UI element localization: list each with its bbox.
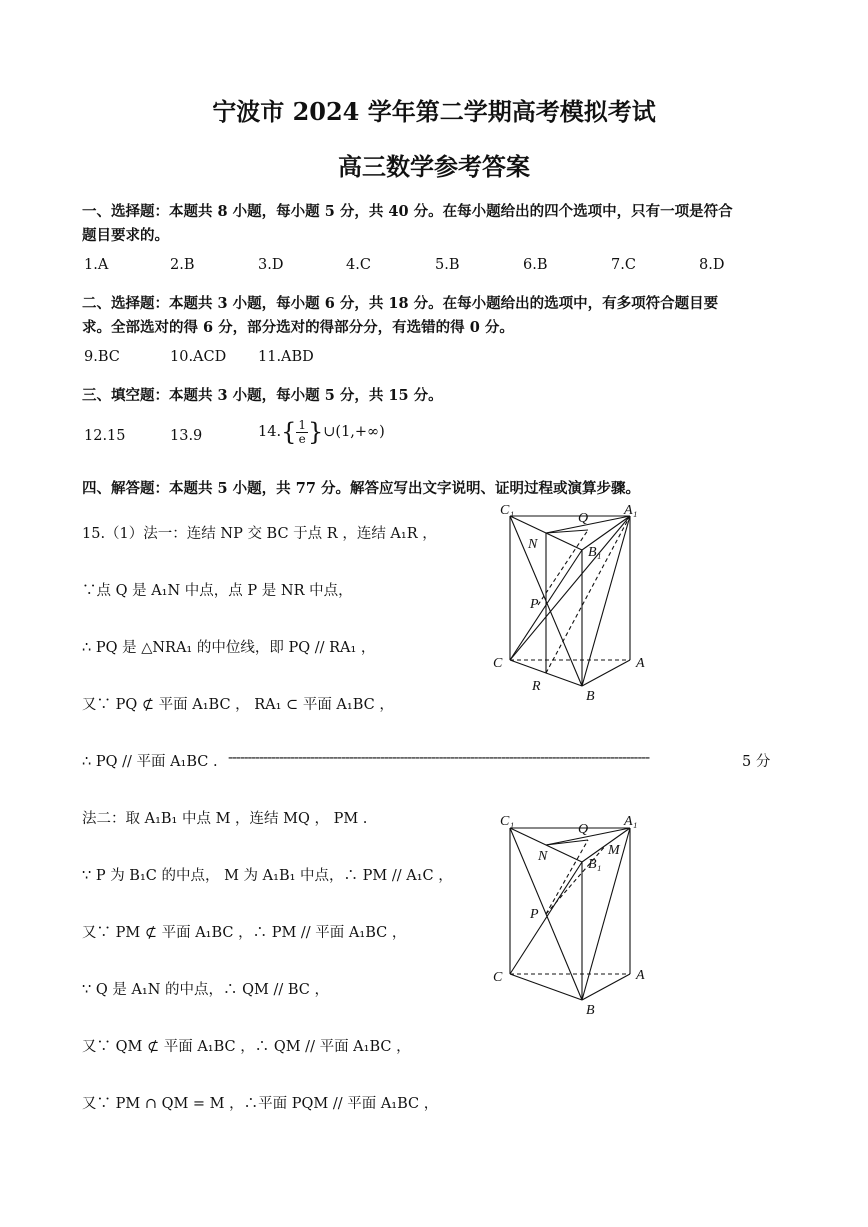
section4-heading: 四、解答题：本题共 5 小题，共 77 分。解答应写出文字说明、证明过程或演算步骤。	[82, 480, 640, 497]
section1-heading-line1: 一、选择题：本题共 8 小题，每小题 5 分，共 40 分。在每小题给出的四个选项中，只有一项是符合	[82, 203, 733, 220]
page-title: 宁波市 2024 学年第二学期高考模拟考试	[212, 97, 656, 126]
label-A1: A₁	[624, 814, 638, 829]
label-A: A	[636, 656, 645, 671]
label-N: N	[538, 849, 548, 864]
answer-12: 12.15	[84, 428, 126, 444]
label-B1: B₁	[588, 857, 602, 872]
answer-6: 6.B	[523, 257, 548, 273]
answer-13: 13.9	[170, 428, 203, 444]
method2-line-1: 法二：取 A₁B₁ 中点 M ，连结 MQ ， PM .	[82, 811, 368, 827]
label-R: R	[532, 679, 541, 694]
answer-14-tail: ∪(1,+∞)	[323, 424, 385, 440]
answer-1: 1.A	[84, 257, 109, 273]
section3-heading: 三、填空题：本题共 3 小题，每小题 5 分，共 15 分。	[82, 387, 443, 404]
label-C: C	[493, 656, 503, 671]
label-P: P	[530, 597, 539, 612]
fraction-denominator: e	[298, 431, 306, 446]
prism-figure-1	[490, 500, 660, 705]
method2-line-5: 又∵ QM ⊄ 平面 A₁BC ，∴ QM // 平面 A₁BC ，	[82, 1039, 411, 1055]
label-C1: C₁	[500, 814, 515, 829]
method1-line-3: ∴ PQ 是 △NRA₁ 的中位线，即 PQ // RA₁ ，	[82, 640, 376, 656]
answer-4: 4.C	[346, 257, 371, 273]
label-A: A	[636, 968, 645, 983]
answer-11: 11.ABD	[258, 349, 314, 365]
answer-5: 5.B	[435, 257, 460, 273]
score-label: 5 分	[742, 754, 771, 770]
method1-line-4: 又∵ PQ ⊄ 平面 A₁BC ， RA₁ ⊂ 平面 A₁BC ，	[82, 697, 394, 713]
method1-line-1: 15.（1）法一：连结 NP 交 BC 于点 R ，连结 A₁R ，	[82, 526, 437, 542]
left-brace: {	[281, 418, 297, 446]
right-brace: }	[307, 418, 324, 446]
label-C: C	[493, 970, 503, 985]
label-B1: B₁	[588, 545, 602, 560]
score-dash-leader: ------------------------------------------------------------------------------------------------------------	[228, 750, 650, 766]
answer-14-fraction	[296, 419, 308, 446]
answer-10: 10.ACD	[170, 349, 227, 365]
fraction-numerator: 1	[298, 417, 306, 432]
answer-2: 2.B	[170, 257, 195, 273]
label-B: B	[586, 689, 595, 704]
answer-3: 3.D	[258, 257, 284, 273]
method2-line-4: ∵ Q 是 A₁N 的中点，∴ QM // BC ，	[82, 982, 329, 998]
answer-9: 9.BC	[84, 349, 120, 365]
page-subtitle: 高三数学参考答案	[338, 152, 530, 181]
label-N: N	[528, 537, 538, 552]
section1-heading-line2: 题目要求的。	[82, 227, 169, 244]
prism-figure-2	[490, 810, 660, 1020]
label-Q: Q	[578, 511, 589, 526]
answer-14	[258, 418, 385, 446]
label-Q: Q	[578, 822, 589, 837]
label-M: M	[608, 843, 620, 858]
method1-line-2: ∵点 Q 是 A₁N 中点，点 P 是 NR 中点，	[82, 583, 353, 599]
section2-heading-line2: 求。全部选对的得 6 分，部分选对的得部分分，有选错的得 0 分。	[82, 319, 514, 336]
method1-line-5: ∴ PQ // 平面 A₁BC .	[82, 754, 218, 770]
label-B: B	[586, 1003, 595, 1018]
method2-line-3: 又∵ PM ⊄ 平面 A₁BC ，∴ PM // 平面 A₁BC ，	[82, 925, 407, 941]
answer-14-label: 14.	[258, 424, 282, 440]
label-C1: C₁	[500, 503, 515, 518]
method2-line-2: ∵ P 为 B₁C 的中点， M 为 A₁B₁ 中点，∴ PM // A₁C ，	[82, 868, 453, 884]
answer-7: 7.C	[611, 257, 636, 273]
answer-8: 8.D	[699, 257, 725, 273]
section2-heading-line1: 二、选择题：本题共 3 小题，每小题 6 分，共 18 分。在每小题给出的选项中，有多项符合题目要	[82, 295, 719, 312]
label-P: P	[530, 907, 539, 922]
label-A1: A₁	[624, 503, 638, 518]
method2-line-6: 又∵ PM ∩ QM = M ，∴平面 PQM // 平面 A₁BC ，	[82, 1096, 439, 1112]
